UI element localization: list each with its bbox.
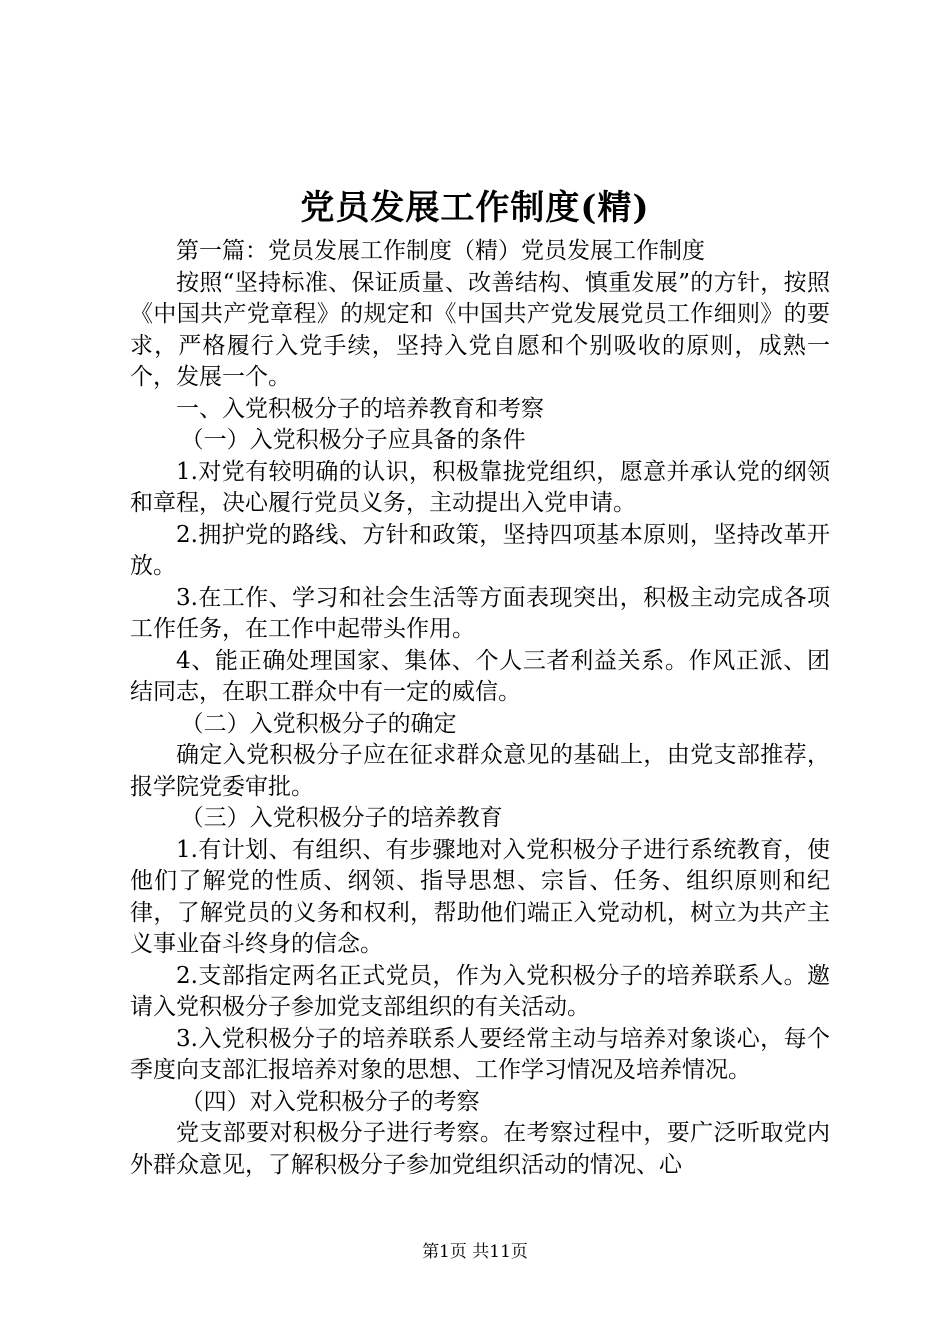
paragraph: 4、能正确处理国家、集体、个人三者利益关系。作风正派、团结同志，在职工群众中有一定的威信。: [130, 647, 830, 705]
document-body: [130, 236, 830, 1181]
paragraph: 3.在工作、学习和社会生活等方面表现突出，积极主动完成各项工作任务，在工作中起带头作用。: [130, 584, 830, 642]
subsection-heading: （一）入党积极分子应具备的条件: [180, 427, 526, 453]
paragraph: 党支部要对积极分子进行考察。在考察过程中，要广泛听取党内外群众意见，了解积极分子参加党组织活动的情况、心: [130, 1120, 830, 1178]
page-number: 第1页 共11页: [422, 1242, 528, 1262]
paragraph: 1.对党有较明确的认识，积极靠拢党组织，愿意并承认党的纲领和章程，决心履行党员义务，主动提出入党申请。: [130, 458, 830, 516]
document-title: 党员发展工作制度(精): [300, 188, 650, 228]
section-heading: 一、入党积极分子的培养教育和考察: [176, 395, 544, 422]
subsection-heading: （三）入党积极分子的培养教育: [180, 805, 503, 831]
paragraph: 第一篇：党员发展工作制度（精）党员发展工作制度: [176, 238, 705, 264]
paragraph: 1.有计划、有组织、有步骤地对入党积极分子进行系统教育，使他们了解党的性质、纲领、指导思想、宗旨、任务、组织原则和纪律，了解党员的义务和权利，帮助他们端正入党动机，树立为共产主义事业奋斗终身的信念。: [130, 836, 830, 957]
paragraph: 按照“坚持标准、保证质量、改善结构、慎重发展”的方针，按照《中国共产党章程》的规定和《中国共产党发展党员工作细则》的要求，严格履行入党手续，坚持入党自愿和个别吸收的原则，成熟一个，发展一个。: [130, 269, 830, 390]
paragraph: 2.支部指定两名正式党员，作为入党积极分子的培养联系人。邀请入党积极分子参加党支部组织的有关活动。: [130, 962, 830, 1020]
paragraph: 2.拥护党的路线、方针和政策，坚持四项基本原则，坚持改革开放。: [130, 521, 830, 579]
paragraph: 确定入党积极分子应在征求群众意见的基础上，由党支部推荐，报学院党委审批。: [130, 742, 830, 800]
paragraph: 3.入党积极分子的培养联系人要经常主动与培养对象谈心，每个季度向支部汇报培养对象的思想、工作学习情况及培养情况。: [130, 1025, 830, 1083]
subsection-heading: （二）入党积极分子的确定: [180, 710, 457, 737]
subsection-heading: （四）对入党积极分子的考察: [180, 1088, 480, 1115]
